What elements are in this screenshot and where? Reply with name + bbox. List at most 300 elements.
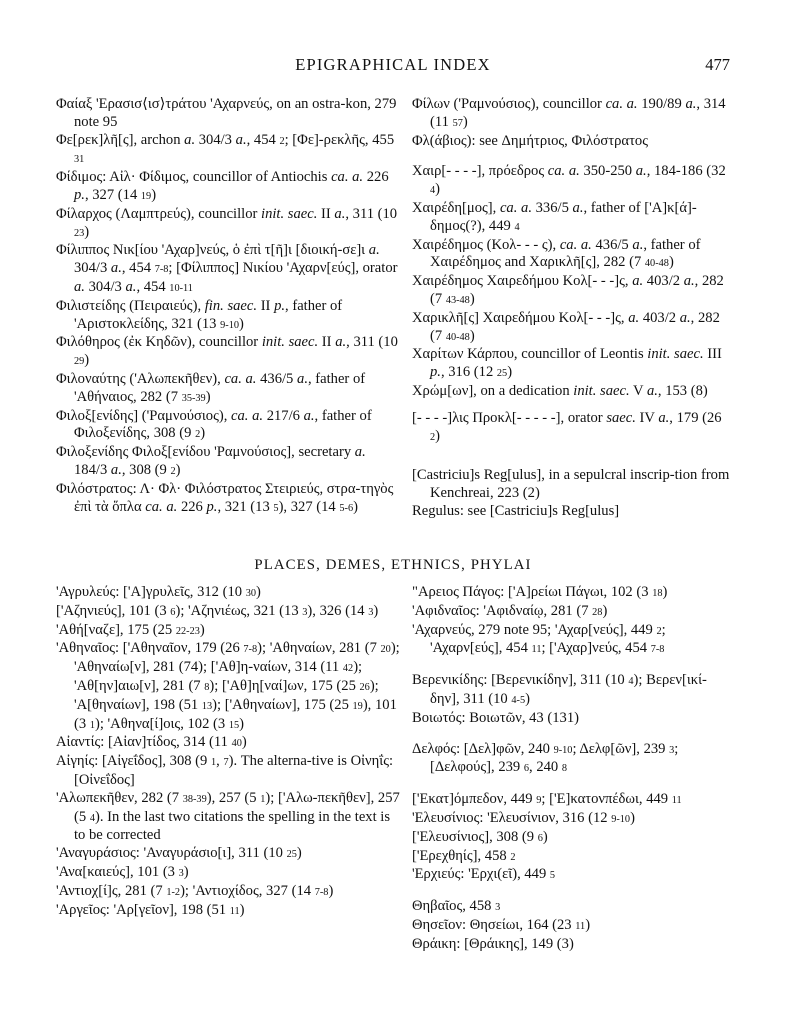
entry-text: a. bbox=[110, 260, 122, 277]
index-entry bbox=[412, 310, 730, 347]
entry-text: 'Αθηναῖος: ['Αθηναῖον, 179 (26 bbox=[56, 640, 244, 657]
entry-text: ) bbox=[328, 882, 334, 899]
entry-text: ) bbox=[469, 290, 475, 307]
entry-spacer bbox=[412, 885, 730, 898]
index-entry bbox=[412, 829, 730, 848]
entry-text: 'Αθή[ναζε], 175 (25 bbox=[56, 621, 176, 638]
entry-text: Φιλοξενίδης Φιλοξ[ενίδου 'Ραμνούσιος], secretary bbox=[56, 444, 355, 461]
entry-text: a. bbox=[632, 273, 644, 290]
index-entry bbox=[56, 444, 402, 481]
entry-text: Θησεῖον: Θησείωι, 164 (23 bbox=[412, 916, 576, 933]
entry-text: 7-8 bbox=[314, 886, 329, 898]
entry-text: ), 257 (5 bbox=[206, 789, 261, 806]
entry-text: ) bbox=[239, 715, 245, 732]
entry-text: ca. a. bbox=[231, 407, 264, 424]
entry-text: Χαιρέδη[μος], bbox=[412, 199, 500, 216]
entry-text: 20 bbox=[380, 644, 391, 656]
entry-text: Φαίαξ 'Ερασισ⟨ισ⟩τράτου 'Αχαρνεύς, on an ostra-kon, 279 note 95 bbox=[56, 96, 397, 130]
entry-text: Θράικη: [Θράικης], 149 (3) bbox=[412, 935, 574, 952]
entry-text: ca. a. bbox=[224, 370, 257, 387]
entry-text: 3 bbox=[178, 867, 184, 879]
entry-text: ca. a. bbox=[559, 236, 592, 253]
entry-spacer bbox=[412, 401, 730, 410]
entry-text: 4-5 bbox=[511, 694, 526, 706]
index-entry bbox=[56, 603, 402, 622]
entry-text: 'Αναγυράσιος: 'Αναγυράσιο[ι], 311 (10 bbox=[56, 845, 287, 862]
entry-text: 6 bbox=[537, 832, 543, 844]
entry-text: , 308 (9 bbox=[121, 461, 171, 478]
entry-text: 2 bbox=[510, 851, 516, 863]
entry-text: init. saec. bbox=[261, 205, 318, 222]
entry-text: , father of 'Αριστοκλείδης, 321 (13 bbox=[74, 297, 343, 332]
entry-text: ) bbox=[525, 690, 530, 707]
entry-text: 350-250 bbox=[579, 163, 636, 180]
entry-text: 3 bbox=[669, 744, 675, 756]
entry-text: "Αρειος Πάγος: ['Α]ρείωι Πάγωι, 102 (3 bbox=[412, 584, 653, 600]
entry-text: 190/89 bbox=[637, 96, 686, 112]
entry-text: ; [Φίλιππος] Νικίου 'Αχαρν[εύς], orator bbox=[168, 260, 398, 277]
entry-text: 7 bbox=[223, 757, 229, 769]
entry-text: ; [Δελφούς], 239 bbox=[430, 740, 679, 776]
entry-text: 22-23 bbox=[175, 625, 200, 637]
entry-text: 3 bbox=[368, 606, 374, 618]
entry-spacer bbox=[412, 150, 730, 163]
entry-text: 30 bbox=[245, 588, 257, 599]
entry-text: 304/3 bbox=[195, 131, 236, 148]
entry-text: ) bbox=[469, 327, 475, 344]
entry-text: 1-2 bbox=[166, 886, 181, 898]
entry-text: [- - - -]λις Προκλ[- - - - -], orator bbox=[412, 409, 607, 426]
entry-text: Χαρίτων Κάρπου, councillor of Leontis bbox=[412, 346, 648, 363]
entry-text: 4 bbox=[514, 221, 520, 233]
entry-text: 'Αλωπεκῆθεν, 282 (7 bbox=[56, 789, 183, 806]
entry-text: II bbox=[257, 297, 275, 314]
entry-text: 'Ερχιεύς: 'Ερχι(εῖ), 449 bbox=[412, 866, 550, 883]
entry-spacer bbox=[412, 446, 730, 467]
entry-text: ca. a. bbox=[499, 199, 532, 216]
entry-text: p. bbox=[206, 498, 218, 515]
entry-text: Φιλόστρατος: Λ· Φλ· Φιλόστρατος Στειριεύς, στρα-τηγὸς ἐπὶ τὰ ὅπλα bbox=[56, 480, 394, 515]
entry-text: ) bbox=[183, 863, 189, 880]
index-entry bbox=[412, 163, 730, 200]
entry-text: 5 bbox=[549, 870, 556, 882]
entry-text: , 184-186 (32 bbox=[646, 163, 726, 180]
entry-text: p. bbox=[430, 364, 441, 381]
entry-text: ) bbox=[435, 427, 441, 444]
index-entry bbox=[412, 410, 730, 447]
entry-text: a. bbox=[683, 273, 695, 290]
entry-text: 226 bbox=[177, 498, 207, 515]
entry-text: ) bbox=[296, 845, 302, 862]
entry-text: 9-10 bbox=[220, 319, 239, 331]
entry-text: 7-8 bbox=[154, 264, 169, 276]
entry-text: Φε[ρεκ]λῆ[ς], archon bbox=[56, 131, 185, 148]
entry-text: , 282 (7 bbox=[430, 273, 724, 307]
entry-text: init. saec. bbox=[647, 346, 704, 363]
entry-text: III bbox=[703, 346, 722, 363]
index-entry bbox=[412, 133, 730, 151]
entry-text: ['Αζηνιεύς], 101 (3 bbox=[56, 602, 171, 619]
entry-text: 19 bbox=[140, 190, 152, 202]
entry-text: 6 bbox=[523, 763, 530, 775]
entry-text: 23 bbox=[74, 227, 85, 239]
index-entry bbox=[412, 383, 730, 401]
entry-text: ) bbox=[435, 181, 441, 198]
entry-text: 4 bbox=[430, 185, 436, 197]
entry-text: ; 'Αχαρν[εύς], 454 bbox=[430, 621, 666, 657]
entry-text: 2 bbox=[170, 465, 176, 477]
entry-text: ) bbox=[239, 315, 244, 332]
entry-text: a. bbox=[184, 131, 196, 148]
entry-text: , 311 (10 bbox=[346, 334, 398, 351]
entry-text: p. bbox=[274, 297, 286, 314]
entry-spacer bbox=[412, 728, 730, 741]
entry-text: Βερενικίδης: [Βερενικίδην], 311 (10 bbox=[412, 672, 629, 689]
entry-text: a. bbox=[679, 309, 691, 326]
entry-text: ); Βερεν[ικί-δην], 311 (10 bbox=[430, 672, 707, 707]
entry-text: 403/2 bbox=[643, 273, 684, 290]
index-column-right-top bbox=[412, 96, 730, 521]
entry-text: 'Ανα[καιεύς], 101 (3 bbox=[56, 863, 179, 880]
entry-text: [Castriciu]s Reg[ulus], in a sepulcral inscrip-tion from Kenchreai, 223 (2) bbox=[412, 467, 730, 502]
entry-text: II bbox=[318, 334, 336, 351]
index-entry bbox=[56, 371, 402, 408]
entry-text: Βοιωτός: Βοιωτῶν, 43 (131) bbox=[412, 709, 579, 726]
entry-text: ca. a. bbox=[331, 169, 364, 186]
entry-text: 26 bbox=[359, 681, 370, 693]
entry-text: , father of ['Α]κ[ά]-δημος(?), 449 bbox=[430, 199, 697, 234]
entry-text: , 327 (14 bbox=[84, 186, 141, 203]
entry-text: ; ['Ε]κατονπέδωι, 449 bbox=[541, 791, 672, 808]
index-entry bbox=[412, 898, 730, 917]
entry-text: a. bbox=[685, 96, 697, 112]
index-entry bbox=[412, 672, 730, 710]
entry-text: a. bbox=[125, 278, 137, 295]
entry-text: Χρώμ[ων], on a dedication bbox=[412, 382, 574, 399]
index-entry bbox=[56, 169, 402, 206]
entry-text: ca. a. bbox=[605, 96, 638, 112]
entry-text: 40-48 bbox=[445, 331, 470, 343]
entry-text: 2 bbox=[279, 135, 285, 147]
index-entry bbox=[412, 917, 730, 936]
entry-text: ); ['Αθηναίων], 175 (25 bbox=[212, 696, 353, 713]
index-entry bbox=[56, 753, 402, 790]
entry-text: ) bbox=[662, 584, 668, 600]
entry-text: ); 'Αζηνιέως, 321 (13 bbox=[175, 602, 303, 619]
entry-text: 19 bbox=[352, 700, 363, 712]
entry-text: , 316 (12 bbox=[440, 364, 497, 381]
entry-text: ) bbox=[373, 602, 379, 619]
entry-text: 11 bbox=[229, 905, 240, 917]
entry-spacer bbox=[412, 659, 730, 672]
entry-text: 10-11 bbox=[169, 282, 193, 294]
entry-text: 403/2 bbox=[639, 309, 680, 326]
index-entry bbox=[412, 200, 730, 237]
entry-text: a. bbox=[235, 131, 247, 148]
entry-text: IV bbox=[635, 409, 659, 426]
entry-text: a. bbox=[632, 236, 644, 253]
entry-text: 25 bbox=[286, 849, 297, 861]
entry-text: 40-48 bbox=[644, 258, 669, 270]
entry-text: , bbox=[216, 753, 224, 770]
entry-text: ); 'Α[θηναίων], 198 (51 bbox=[74, 677, 379, 713]
entry-text: a. bbox=[335, 334, 347, 351]
entry-text: Φίλιππος Νικ[ίου 'Αχαρ]νεύς, ὁ ἐπὶ τ[ῆ]ι [διοική-σε]ι bbox=[56, 242, 369, 259]
entry-text: 7-8 bbox=[650, 644, 665, 656]
entry-text: ['Εκατ]όμπεδον, 449 bbox=[412, 791, 537, 808]
entry-text: init. saec. bbox=[573, 382, 630, 399]
index-entry bbox=[412, 503, 730, 521]
entry-text: Φίλαρχος (Λαμπτρεύς), councillor bbox=[56, 205, 262, 222]
index-entry bbox=[56, 96, 402, 132]
entry-text: , father of Φιλοξενίδης, 308 (9 bbox=[74, 407, 372, 442]
entry-text: 'Αγρυλεύς: ['Α]γρυλεῖς, 312 (10 bbox=[56, 584, 246, 600]
entry-text: a. bbox=[635, 163, 647, 180]
entry-text: ) bbox=[585, 916, 591, 933]
entry-text: 'Αργεῖος: 'Αρ[γεῖον], 198 (51 bbox=[56, 901, 230, 918]
entry-text: ), 101 (3 bbox=[74, 696, 397, 732]
entry-text: 2 bbox=[430, 431, 436, 443]
entry-text: 304/3 bbox=[74, 260, 111, 277]
entry-text: ); ['Αλω-πεκῆθεν], 257 (5 bbox=[74, 789, 400, 825]
entry-text: ); 'Αθηναίω[ν], 281 (74); ['Αθ]η-ναίων, 314 (11 bbox=[74, 640, 400, 676]
entry-text: ; Δελφ[ῶν], 239 bbox=[572, 740, 670, 757]
index-entry bbox=[412, 741, 730, 779]
index-entry bbox=[56, 640, 402, 734]
index-entry bbox=[56, 734, 402, 753]
entry-text: , 454 bbox=[246, 131, 280, 148]
entry-text: , father of Χαιρέδημος and Χαρικλῆ[ς], 282 (7 bbox=[430, 236, 701, 271]
entry-text: 'Αχαρνεύς, 279 note 95; 'Αχαρ[νεύς], 449 bbox=[412, 621, 657, 638]
entry-text: Φιλιστείδης (Πειραιεύς), bbox=[56, 297, 205, 314]
index-entry bbox=[412, 866, 730, 885]
section-heading: PLACES, DEMES, ETHNICS, PHYLAI bbox=[254, 557, 532, 573]
index-entry bbox=[412, 603, 730, 622]
index-column-right-bottom bbox=[412, 584, 730, 954]
entry-text: Θηβαῖος, 458 bbox=[412, 898, 496, 915]
index-entry bbox=[412, 810, 730, 829]
entry-text: 40 bbox=[231, 738, 242, 750]
entry-text: 8 bbox=[204, 681, 210, 693]
index-entry bbox=[412, 237, 730, 274]
index-entry bbox=[56, 206, 402, 243]
entry-text: ) bbox=[256, 584, 261, 600]
entry-text: 304/3 bbox=[84, 278, 126, 295]
entry-text: ) bbox=[200, 425, 206, 442]
entry-text: 38-39 bbox=[182, 793, 207, 805]
entry-text: ) bbox=[542, 828, 548, 845]
index-entry bbox=[412, 96, 730, 133]
entry-text: Χαιρέδημος Χαιρεδήμου Κολ[- - -]ς, bbox=[412, 273, 633, 290]
entry-text: Φίλων ('Ραμνούσιος), councillor bbox=[412, 96, 606, 112]
index-entry bbox=[412, 622, 730, 660]
running-header bbox=[0, 55, 786, 79]
entry-text: 4 bbox=[89, 812, 95, 824]
index-column-left-top bbox=[56, 96, 402, 517]
entry-text: ) bbox=[507, 364, 513, 381]
entry-text: Φιλοξ[ενίδης] ('Ραμνούσιος), bbox=[56, 407, 232, 424]
entry-text: , 240 bbox=[529, 759, 562, 776]
entry-text: a. bbox=[354, 444, 366, 461]
index-entry bbox=[412, 710, 730, 728]
index-entry bbox=[412, 467, 730, 503]
entry-text: ); 'Αθ[ην]αιω[ν], 281 (7 bbox=[74, 659, 363, 694]
entry-text: a. bbox=[646, 382, 658, 399]
entry-text: fin. saec. bbox=[204, 297, 258, 314]
entry-text: II bbox=[317, 205, 335, 222]
entry-text: V bbox=[629, 382, 647, 399]
entry-text: p. bbox=[74, 186, 85, 203]
entry-text: a. bbox=[658, 409, 670, 426]
entry-text: ca. a. bbox=[145, 498, 178, 515]
entry-text: ['Ελευσίνιος], 308 (9 bbox=[412, 828, 538, 845]
entry-text: 57 bbox=[452, 117, 463, 129]
entry-text: ca. a. bbox=[547, 163, 580, 180]
entry-text: 9-10 bbox=[611, 813, 631, 825]
entry-text: ) bbox=[630, 809, 635, 826]
entry-text: Χαιρέδημος (Κολ- - - ς), bbox=[412, 236, 560, 253]
entry-text: ) bbox=[602, 602, 608, 619]
entry-text: 9-10 bbox=[553, 744, 573, 756]
index-column-left-bottom bbox=[56, 584, 402, 920]
entry-text: 28 bbox=[592, 606, 603, 618]
entry-text: a. bbox=[74, 278, 85, 295]
entry-text: 436/5 bbox=[256, 370, 298, 387]
index-entry bbox=[56, 334, 402, 371]
index-entry bbox=[56, 864, 402, 883]
entry-text: ) bbox=[151, 186, 157, 203]
entry-text: 436/5 bbox=[591, 236, 633, 253]
entry-text: ) bbox=[205, 388, 211, 405]
entry-text: Αἰαντίς: [Αἰαν]τίδος, 314 (11 bbox=[56, 734, 232, 751]
entry-text: 3 bbox=[302, 606, 308, 618]
index-entry bbox=[56, 790, 402, 845]
entry-text: 'Αντιοχ[ί]ς, 281 (7 bbox=[56, 882, 167, 899]
page-number: 477 bbox=[705, 55, 730, 74]
entry-text: 'Ελευσίνιος: 'Ελευσίνιον, 316 (12 bbox=[412, 809, 612, 826]
entry-text: 42 bbox=[342, 663, 354, 675]
entry-text: Δελφός: [Δελ]φῶν, 240 bbox=[412, 740, 554, 757]
entry-text: 336/5 bbox=[531, 199, 573, 216]
entry-text: 11 bbox=[531, 644, 542, 656]
entry-text: 8 bbox=[561, 763, 568, 775]
entry-text: ) bbox=[84, 223, 90, 240]
entry-text: 11 bbox=[671, 795, 682, 807]
entry-text: , 321 (13 bbox=[217, 498, 274, 515]
entry-text: ); 'Αθηναίων, 281 (7 bbox=[257, 640, 381, 657]
entry-text: , 282 (7 bbox=[430, 309, 720, 344]
index-entry bbox=[56, 622, 402, 641]
entry-text: 4 bbox=[628, 676, 634, 688]
entry-text: 18 bbox=[652, 588, 663, 599]
index-entry bbox=[56, 481, 402, 518]
entry-text: a. bbox=[572, 199, 584, 216]
entry-text: 6 bbox=[170, 606, 176, 618]
entry-text: ; ['Αχαρ]νεύς, 454 bbox=[541, 640, 651, 657]
entry-text: 5-6 bbox=[339, 502, 354, 514]
entry-text: ) bbox=[239, 901, 245, 918]
index-entry bbox=[56, 902, 402, 921]
entry-text: Φίδιμος: Αἰλ· Φίδιμος, councillor of Antiochis bbox=[56, 169, 332, 186]
entry-text: 217/6 bbox=[263, 407, 304, 424]
entry-text: ) bbox=[199, 621, 205, 638]
entry-text: ), 327 (14 bbox=[278, 498, 340, 515]
index-entry bbox=[412, 848, 730, 867]
index-entry bbox=[56, 298, 402, 335]
entry-text: ). The alterna-tive is Οἰνηΐς: [Οἰνεΐδος] bbox=[74, 753, 394, 788]
entry-text: 15 bbox=[228, 719, 240, 731]
entry-text: a. bbox=[628, 309, 640, 326]
entry-text: 35-39 bbox=[181, 392, 206, 404]
entry-text: a. bbox=[368, 242, 380, 259]
index-entry bbox=[412, 273, 730, 310]
entry-text: ) bbox=[84, 352, 90, 369]
entry-text: Φιλοναύτης ('Αλωπεκῆθεν), bbox=[56, 370, 225, 387]
entry-text: 7-8 bbox=[243, 644, 258, 656]
entry-text: a. bbox=[303, 407, 315, 424]
entry-text: 11 bbox=[575, 920, 586, 932]
entry-text: Φλ(άβιος): see Δημήτριος, Φιλόστρατος bbox=[412, 132, 649, 149]
index-entry bbox=[56, 584, 402, 603]
entry-text: 1 bbox=[89, 719, 95, 731]
entry-text: ); ['Αθ]η[ναί]ων, 175 (25 bbox=[209, 677, 360, 694]
entry-spacer bbox=[412, 778, 730, 791]
entry-text: ) bbox=[241, 734, 247, 751]
entry-text: Χαρικλῆ[ς] Χαιρεδήμου Κολ[- - -]ς, bbox=[412, 309, 629, 326]
entry-text: a. bbox=[334, 205, 346, 222]
entry-text: ; [Φε]-ρεκλῆς, 455 bbox=[284, 131, 395, 148]
entry-text: saec. bbox=[606, 409, 636, 426]
entry-text: ), 326 (14 bbox=[307, 602, 369, 619]
entry-text: ) bbox=[462, 113, 468, 130]
entry-text: , 179 (26 bbox=[669, 409, 722, 426]
entry-text: ); 'Αθηνα[ί]οις, 102 (3 bbox=[94, 715, 229, 732]
index-entry bbox=[56, 845, 402, 864]
index-entry bbox=[56, 242, 402, 297]
entry-text: 3 bbox=[495, 902, 501, 914]
entry-text: ) bbox=[353, 498, 358, 515]
running-title: EPIGRAPHICAL INDEX bbox=[295, 55, 491, 74]
entry-text: , 311 (10 bbox=[345, 205, 398, 222]
index-entry bbox=[56, 132, 402, 170]
index-entry bbox=[412, 936, 730, 954]
entry-text: ) bbox=[668, 254, 674, 271]
entry-text: Αἰγηίς: [Αἰγεΐδος], 308 (9 bbox=[56, 753, 211, 770]
entry-text: 29 bbox=[74, 356, 85, 368]
entry-text: Φιλόθηρος (ἐκ Κηδῶν), councillor bbox=[56, 334, 262, 351]
entry-text: , 153 (8) bbox=[657, 382, 708, 399]
entry-text: , 314 (11 bbox=[430, 96, 726, 130]
entry-text: , father of 'Αθήναιος, 282 (7 bbox=[74, 370, 366, 405]
entry-text: 43-48 bbox=[445, 294, 470, 306]
entry-text: 2 bbox=[195, 429, 201, 441]
entry-text: 2 bbox=[656, 625, 662, 637]
entry-text: Regulus: see [Castriciu]s Reg[ulus] bbox=[412, 502, 620, 519]
entry-text: 31 bbox=[74, 154, 85, 166]
entry-text: 1 bbox=[260, 793, 266, 805]
entry-text: a. bbox=[297, 370, 308, 387]
entry-text: , 454 bbox=[121, 260, 155, 277]
entry-text: 226 bbox=[363, 169, 389, 186]
entry-text: ). In the last two citations the spelling in the text is to be corrected bbox=[74, 808, 391, 844]
entry-text: ) bbox=[175, 461, 181, 478]
entry-text: ['Ερεχθηίς], 458 bbox=[412, 847, 511, 864]
entry-text: 184/3 bbox=[74, 461, 111, 478]
index-entry bbox=[412, 791, 730, 810]
entry-text: a. bbox=[110, 461, 122, 478]
index-entry bbox=[56, 883, 402, 902]
entry-text: 9 bbox=[536, 795, 542, 807]
